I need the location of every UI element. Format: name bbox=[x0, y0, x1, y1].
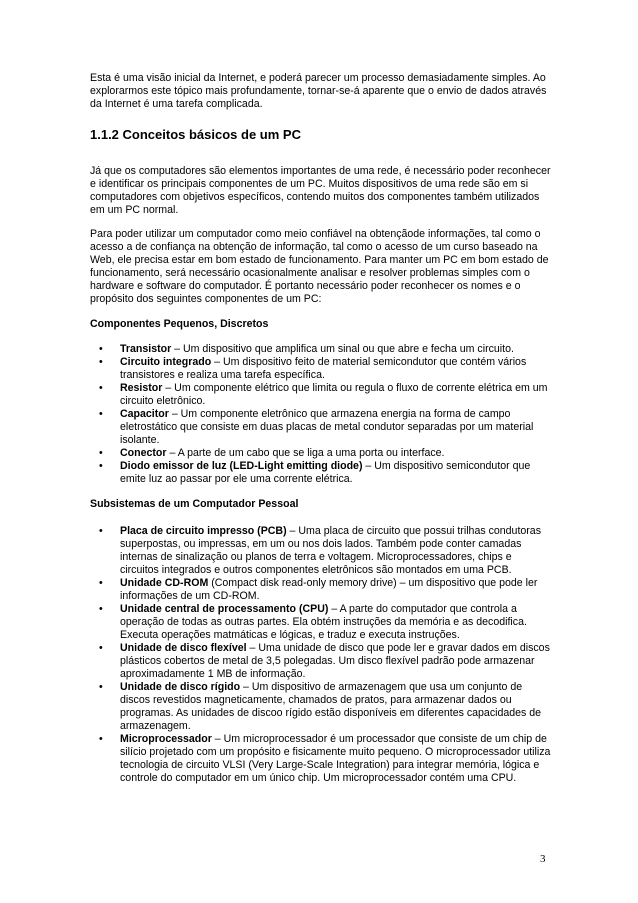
item-description: – Um dispositivo feito de material semicondutor que contém vários transistores e realiza uma tarefa específica. bbox=[120, 356, 527, 381]
list-item bbox=[90, 408, 552, 447]
bullet-icon: • bbox=[99, 603, 103, 615]
bullet-icon: • bbox=[99, 642, 103, 654]
item-description: – Um componente eletrônico que armazena energia na forma de campo eletrostático que consiste em duas placas de metal condutor separadas por um material isolante. bbox=[120, 408, 534, 446]
section-title: 1.1.2 Conceitos básicos de um PC bbox=[90, 127, 301, 142]
bullet-icon: • bbox=[99, 447, 103, 459]
item-description: – A parte de um cabo que se liga a uma porta ou interface. bbox=[166, 447, 445, 459]
list-item bbox=[90, 681, 552, 733]
bullet-icon: • bbox=[99, 408, 103, 420]
item-description: – Um dispositivo semicondutor que emite luz ao passar por ele uma corrente elétrica. bbox=[120, 460, 531, 485]
item-term: Circuito integrado bbox=[120, 356, 212, 368]
item-term: Capacitor bbox=[120, 408, 169, 420]
item-term: Transistor bbox=[120, 343, 172, 355]
list-item bbox=[90, 733, 552, 785]
list-item bbox=[90, 525, 552, 577]
list-item bbox=[90, 382, 552, 408]
list-item bbox=[90, 356, 552, 382]
item-term: Conector bbox=[120, 447, 167, 459]
intro-paragraph: Esta é uma visão inicial da Internet, e poderá parecer um processo demasiadamente simples. Ao explorarmos este tópico mais profundamente, tornar-se-á aparente que o envio de dados através da Internet é uma tarefa complicada. bbox=[90, 72, 547, 110]
bullet-icon: • bbox=[99, 733, 103, 745]
heading-subsystems: Subsistemas de um Computador Pessoal bbox=[90, 498, 299, 510]
list-item bbox=[90, 603, 552, 642]
item-description: – A parte do computador que controla a operação de todas as outras partes. Ela obtém instruções da memória e as decodifica. Executa operações matmáticas e lógicas, e traduz e executa instruções. bbox=[120, 603, 527, 641]
bullet-icon: • bbox=[99, 577, 103, 589]
list-item bbox=[90, 642, 552, 681]
item-description: – Um dispositivo que amplifica um sinal ou que abre e fecha um circuito. bbox=[171, 343, 514, 355]
item-description: (Compact disk read-only memory drive) – um dispositivo que pode ler informações de um CD-ROM. bbox=[120, 577, 538, 602]
item-term: Placa de circuito impresso (PCB) bbox=[120, 525, 287, 537]
bullet-icon: • bbox=[99, 356, 103, 368]
bullet-icon: • bbox=[99, 343, 103, 355]
bullet-icon: • bbox=[99, 460, 103, 472]
page-number: 3 bbox=[540, 853, 546, 865]
page-content bbox=[90, 72, 552, 797]
item-description: – Uma unidade de disco que pode ler e gravar dados em discos plásticos cobertos de metal de 3,5 polegadas. Um disco flexível padrão pode armazenar aproximadamente 1 MB de informação. bbox=[120, 642, 550, 680]
list-item bbox=[90, 460, 552, 486]
bullet-icon: • bbox=[99, 681, 103, 693]
item-description: – Um microprocessador é um processador que consiste de um chip de silício projetado com um propósito e fisicamente muito pequeno. O microprocessador utiliza tecnologia de circuito VLSI (Very Large-Scale Integration) para integrar memória, lógica e controle do computador em um único chip. Um microprocessador contém uma CPU. bbox=[120, 733, 551, 784]
item-description: – Um dispositivo de armazenagem que usa um conjunto de discos revestidos magneticamente, chamados de pratos, para armazenar dados ou programas. As unidades de discoo rígido estão disponíveis em diferentes capacidades de armazenagem. bbox=[120, 681, 542, 732]
bullet-icon: • bbox=[99, 382, 103, 394]
bullet-icon: • bbox=[99, 525, 103, 537]
item-term: Unidade de disco rígido bbox=[120, 681, 241, 693]
item-description: – Uma placa de circuito que possui trilhas condutoras superpostas, ou impressas, em um ou nos dois lados. Também pode conter camadas internas de sinalização ou planos de terra e voltagem. Microprocessadores, chips e circuitos integrados e outros componentes eletrônicos são montados em uma PCB. bbox=[120, 525, 541, 576]
list-item bbox=[90, 577, 552, 603]
list-item bbox=[90, 343, 552, 356]
item-term: Unidade central de processamento (CPU) bbox=[120, 603, 329, 615]
heading-small-components: Componentes Pequenos, Discretos bbox=[90, 318, 269, 330]
item-term: Resistor bbox=[120, 382, 163, 394]
item-term: Diodo emissor de luz (LED-Light emitting diode) bbox=[120, 460, 363, 472]
paragraph-1: Já que os computadores são elementos importantes de uma rede, é necessário poder reconhecer e identificar os principais componentes de um PC. Muitos dispositivos de uma rede são em si computadores com objetivos específicos, contendo muitos dos componentes também utilizados em um PC normal. bbox=[90, 165, 551, 216]
item-description: – Um componente elétrico que limita ou regula o fluxo de corrente elétrica em um circuito eletrônico. bbox=[120, 382, 548, 407]
item-term: Unidade de disco flexível bbox=[120, 642, 247, 654]
small-components-list bbox=[90, 343, 552, 486]
item-term: Microprocessador bbox=[120, 733, 212, 745]
subsystems-list bbox=[90, 525, 552, 785]
paragraph-2: Para poder utilizar um computador como meio confiável na obtençãode informações, tal como o acesso a de confiança na obtenção de informação, tal como o acesso de um curso baseado na Web, ele precisa estar em bom estado de funcionamento. Para manter um PC em bom estado de funcionamento, será necessário ocasionalmente analisar e resolver problemas simples com o hardware e software do computador. É portanto necessário poder reconhecer os nomes e o propósito dos seguintes componentes de um PC: bbox=[90, 228, 549, 305]
item-term: Unidade CD-ROM bbox=[120, 577, 209, 589]
list-item bbox=[90, 447, 552, 460]
